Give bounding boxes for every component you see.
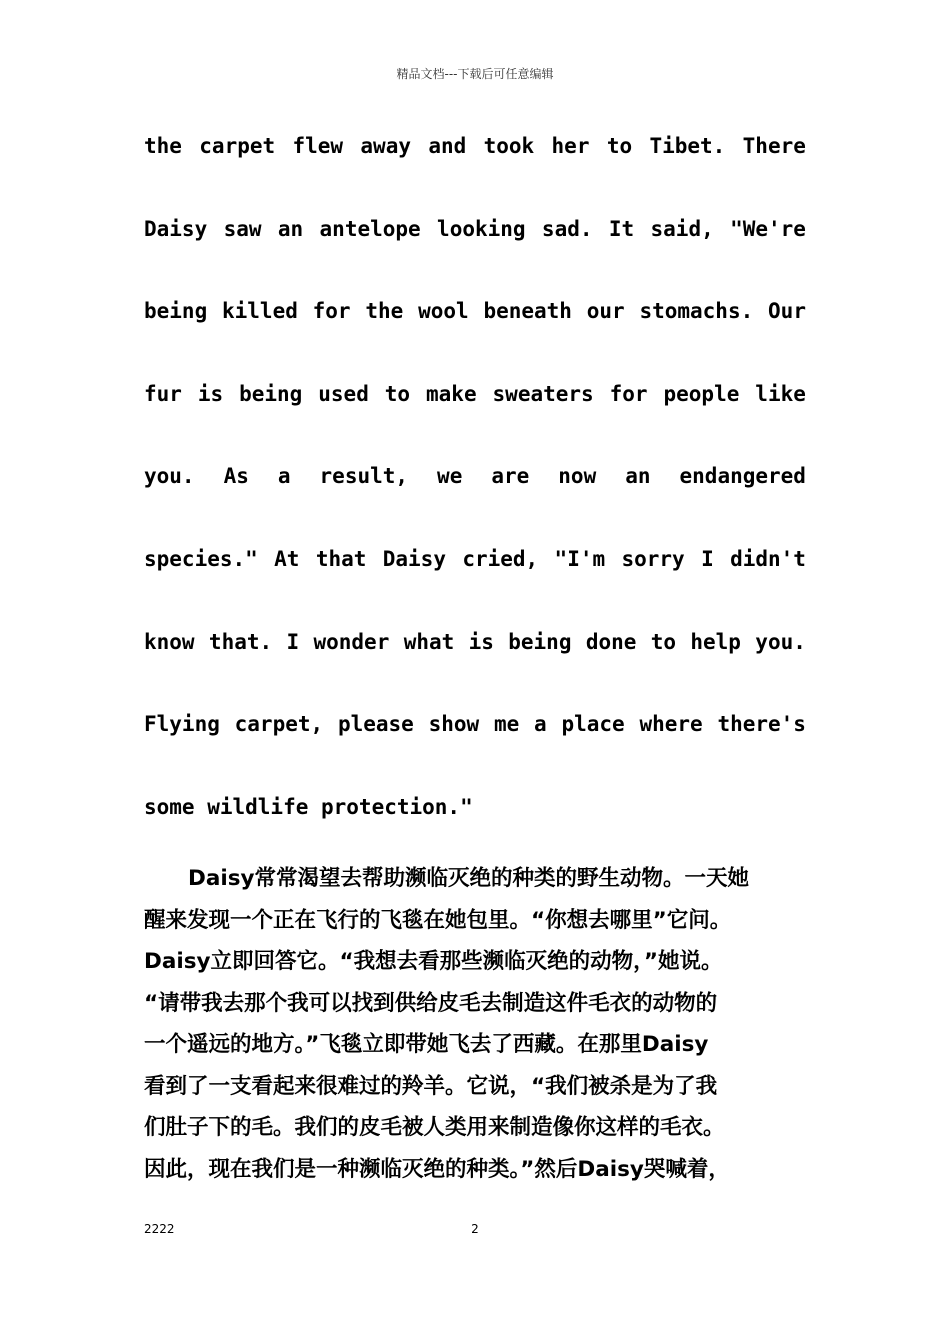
english-word: away xyxy=(360,134,411,158)
english-word: said, xyxy=(650,216,714,241)
english-word: is xyxy=(468,629,494,654)
english-word: what xyxy=(403,629,455,654)
english-line xyxy=(144,453,806,536)
english-word: carpet xyxy=(199,134,276,158)
english-word: stomachs. xyxy=(639,299,754,324)
chinese-line: 们肚子下的毛。我们的皮毛被人类用来制造像你这样的毛衣。 xyxy=(144,1115,725,1140)
english-word: done xyxy=(585,629,637,654)
english-word: Our xyxy=(768,299,806,324)
english-word: to xyxy=(650,629,677,654)
english-word: we xyxy=(437,464,463,489)
english-word: our xyxy=(586,299,625,324)
english-word: didn't xyxy=(730,546,806,571)
english-word: please xyxy=(337,712,414,737)
footer-label: 2222 xyxy=(144,1222,175,1236)
english-word: for xyxy=(609,381,648,406)
english-word: It xyxy=(608,216,635,241)
english-line xyxy=(144,206,806,289)
english-word: know xyxy=(144,629,195,654)
english-line xyxy=(144,619,806,702)
english-word: species." xyxy=(144,546,258,571)
english-word: there's xyxy=(717,712,806,737)
english-line-last: some wildlife protection." xyxy=(144,794,473,819)
english-word: wool xyxy=(418,299,469,324)
english-word: killed xyxy=(222,299,298,324)
english-word: show xyxy=(428,712,480,737)
english-word: are xyxy=(491,464,530,489)
english-word: people xyxy=(663,381,740,406)
english-word: antelope xyxy=(319,216,421,241)
english-word: you. xyxy=(755,629,806,654)
english-word: help xyxy=(690,629,741,654)
english-word: sorry xyxy=(621,546,685,571)
english-line xyxy=(144,536,806,619)
english-word: At xyxy=(274,546,300,571)
english-word: a xyxy=(534,712,547,737)
english-word: for xyxy=(312,299,351,324)
chinese-line: 醒来发现一个正在飞行的飞毯在她包里。“你想去哪里”它问。 xyxy=(144,907,732,933)
page-number: 2 xyxy=(471,1222,479,1236)
english-line xyxy=(144,288,806,371)
english-word: an xyxy=(625,464,651,489)
english-word: sad. xyxy=(541,216,593,241)
chinese-line: Daisy立即回答它。“我想去看那些濒临灭绝的动物，”她说。 xyxy=(144,949,723,974)
english-word: took xyxy=(483,134,535,158)
english-word: where xyxy=(639,712,703,737)
english-word: like xyxy=(755,381,806,406)
english-word: and xyxy=(428,134,467,158)
english-word: to xyxy=(384,381,411,406)
english-word: I xyxy=(286,629,300,654)
english-word: that xyxy=(315,546,367,571)
english-word: As xyxy=(223,464,249,489)
english-word: you. xyxy=(144,464,195,489)
chinese-line: Daisy常常渴望去帮助濒临灭绝的种类的野生动物。一天她 xyxy=(188,866,750,891)
chinese-line: 看到了一支看起来很难过的羚羊。它说，“我们被杀是为了我 xyxy=(144,1073,718,1099)
english-word: place xyxy=(561,712,625,737)
chinese-line: “请带我去那个我可以找到供给皮毛去制造这件毛衣的动物的 xyxy=(144,990,718,1016)
english-word: to xyxy=(606,134,633,158)
english-word: being xyxy=(239,381,303,406)
english-word: used xyxy=(318,381,369,406)
english-line xyxy=(144,701,806,784)
chinese-paragraph xyxy=(144,860,806,1192)
english-word: that. xyxy=(208,629,273,654)
english-line xyxy=(144,371,806,454)
english-word: flew xyxy=(292,134,344,158)
english-word: Daisy xyxy=(144,216,208,241)
english-word: fur xyxy=(144,381,182,406)
page-header: 精品文档---下载后可任意编辑 xyxy=(396,67,554,81)
english-word: wonder xyxy=(313,629,390,654)
chinese-line: 因此，现在我们是一种濒临灭绝的种类。”然后Daisy哭喊着， xyxy=(144,1156,730,1182)
english-word: "I'm xyxy=(554,546,606,571)
english-word: Daisy xyxy=(382,546,446,571)
english-word: beneath xyxy=(483,299,572,324)
english-word: the xyxy=(365,299,404,324)
english-word: "We're xyxy=(730,216,806,241)
english-word: being xyxy=(144,299,208,324)
english-word: the xyxy=(144,134,182,158)
english-word: There xyxy=(742,134,806,158)
english-word: sweaters xyxy=(492,381,594,406)
chinese-line: 一个遥远的地方。”飞毯立即带她飞去了西藏。在那里Daisy xyxy=(144,1032,709,1057)
english-line xyxy=(144,123,806,206)
english-word: being xyxy=(508,629,572,654)
english-word: now xyxy=(558,464,597,489)
english-word: I xyxy=(701,546,714,571)
english-word: me xyxy=(493,712,520,737)
english-word: make xyxy=(426,381,477,406)
english-word: a xyxy=(277,464,291,489)
english-word: saw xyxy=(223,216,262,241)
english-word: her xyxy=(551,134,590,158)
english-word: endangered xyxy=(679,464,806,489)
english-word: carpet, xyxy=(234,712,324,737)
english-paragraph xyxy=(144,123,806,866)
english-word: an xyxy=(277,216,304,241)
english-word: is xyxy=(197,381,224,406)
english-word: result, xyxy=(319,464,409,489)
english-word: looking xyxy=(437,216,526,241)
english-word: Flying xyxy=(144,712,220,737)
english-word: Tibet. xyxy=(649,134,726,158)
english-word: cried, xyxy=(462,546,539,571)
